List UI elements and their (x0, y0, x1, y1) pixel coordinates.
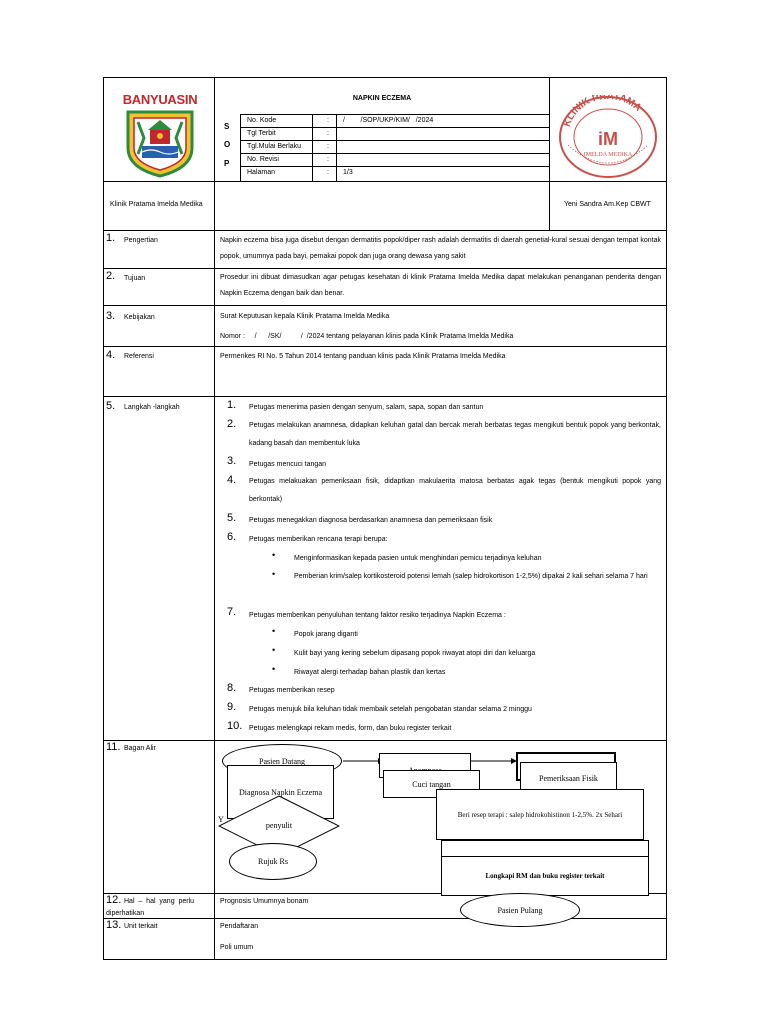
section-5-number: 5. (106, 400, 116, 412)
flow-pasien-datang: Pasien Datang (222, 744, 342, 778)
section-5-label: Langkah -langkah (124, 404, 180, 411)
step-10-number: 10. (227, 720, 243, 732)
step-6-number: 6. (227, 531, 237, 543)
section-3-line-1: Surat Keputusan kepala Klinik Pratama Imelda Medika (220, 313, 390, 320)
flow-pasien-pulang: Pasien Pulang (460, 893, 580, 927)
step-7-number: 7. (227, 606, 237, 618)
banyuasin-logo-text: BANYUASIN (122, 92, 198, 107)
education-bullet-3: • (272, 664, 276, 674)
education-bullet-3-text: Riwayat alergi terhadap bahan plastik dan kertas (294, 669, 446, 676)
stamp-sub-text: IMELDA MEDIKA (583, 152, 633, 158)
therapy-bullet-2: • (272, 569, 276, 579)
step-8-text: Petugas memberikan resep (249, 687, 335, 694)
sop-field-line-4 (240, 166, 550, 167)
row-line-12 (103, 918, 667, 919)
table-border-bottom (103, 959, 667, 960)
signer-name: Yeni Sandra Am.Kep CBWT (564, 201, 651, 208)
sop-sep-divider-b (336, 114, 337, 181)
sop-field-line-1 (240, 127, 550, 128)
field-value-halaman: 1/3 (343, 169, 353, 176)
section-12-number: 12. (106, 894, 122, 906)
therapy-bullet-1-text: Menginformasikan kepada pasien untuk menghindari pemicu terjadinya keluhan (294, 555, 542, 562)
step-8-number: 8. (227, 682, 237, 694)
section-12-label-b: diperhatikan (106, 910, 145, 917)
section-12-label-a: Hal – hal yang perlu (124, 898, 195, 905)
flow-register: Longkapi RM dan buku register terkait (441, 856, 649, 896)
field-label-revisi: No. Revisi (247, 156, 279, 163)
sop-field-line-0 (240, 114, 550, 115)
flow-side-letter: Y (218, 815, 224, 824)
col-divider-right (549, 77, 550, 231)
therapy-bullet-1: • (272, 550, 276, 560)
step-9-text: Petugas merujuk bila keluhan tidak membaik setelah pengobatan standar selama 2 minggu (249, 706, 532, 713)
step-1-text: Petugas menerima pasien dengan senyum, salam, sapa, sopan dan santun (249, 404, 484, 411)
step-2-number: 2. (227, 418, 237, 430)
step-4-number: 4. (227, 474, 237, 486)
row-line-meta (103, 230, 667, 231)
sop-letter-o: O (224, 140, 231, 149)
step-9-number: 9. (227, 701, 237, 713)
banyuasin-logo (118, 92, 202, 178)
section-3-number: 3. (106, 310, 116, 322)
sop-field-line-2 (240, 140, 550, 141)
therapy-bullet-2-text: Pemberian krim/salep kortikosteroid potensi lemah (salep hidrokortison 1-2,5%) dipakai 2 kali sehari selama 7 hari (294, 573, 648, 580)
row-line-header (103, 181, 667, 182)
sop-letter-p: P (224, 159, 230, 168)
banyuasin-shield-icon (118, 108, 202, 178)
field-sep-terbit: : (327, 130, 329, 137)
table-border-right (666, 77, 667, 960)
field-label-berlaku: Tgl.Mulai Berlaku (247, 143, 302, 150)
section-4-text: Permenkes RI No. 5 Tahun 2014 tentang panduan klinis pada Klinik Pratama Imelda Medika (220, 353, 506, 360)
klinik-stamp-logo (556, 95, 660, 179)
row-line-2 (103, 305, 667, 306)
flow-rujuk: Rujuk Rs (229, 843, 317, 880)
stamp-mark-text: iM (598, 129, 618, 149)
step-6-text: Petugas memberikan rencana terapi berupa: (249, 536, 388, 543)
section-4-label: Referensi (124, 353, 154, 360)
section-11-number: 11. (106, 741, 121, 753)
education-bullet-2-text: Kulit bayi yang kering sebelum dipasang popok riwayat atopi diri dan keluarga (294, 650, 536, 657)
section-3-line-2: Nomor : / /SK/ / /2024 tentang pelayanan klinis pada Klinik Pratama Imelda Medika (220, 333, 514, 340)
sop-sep-divider-a (312, 114, 313, 181)
section-1-number: 1. (106, 232, 116, 244)
sop-field-line-3 (240, 153, 550, 154)
section-1-text: Napkin eczema bisa juga disebut dengan dermatitis popok/diper rash adalah dermatitis di daerah genetial-kural sesuai dengan tempat kontak popok, umumnya pada bayi, pemakai popok dan juga orang dewasa yang sakit (220, 237, 661, 260)
sop-letter-s: S (224, 122, 230, 131)
field-label-kode: No. Kode (247, 117, 277, 124)
section-1-label: Pengertian (124, 237, 158, 244)
section-12-text: Prognosis Umumnya bonam (220, 898, 309, 905)
unit-poli-umum: Poli umum (220, 944, 254, 951)
step-4-text: Petugas melakuakan pemeriksaan fisik, didaptkan makulaerita matosa berbatas agak tegas (bentuk mengikuti popok yang berkontak) (249, 478, 661, 504)
field-sep-revisi: : (327, 156, 329, 163)
table-border-left (103, 77, 104, 960)
section-2-label: Tujuan (124, 275, 146, 282)
step-5-number: 5. (227, 512, 237, 524)
sop-letter-divider (240, 114, 241, 181)
row-line-3 (103, 346, 667, 347)
flow-resep: Beri resep terapi : salep hidrokohistinon 1-2,5%. 2x Sehari (436, 789, 644, 840)
section-2-text: Prosedur ini dibuat dimasudkan agar petugas kesehatan di klinik Pratama Imelda Medika dapat melakukan penanganan penderita dengan Napkin Eczema dengan baik dan benar. (220, 274, 661, 297)
stamp-ring-text: KLINIK PRATAMA (561, 95, 644, 129)
table-border-top (103, 77, 667, 78)
step-10-text: Petugas melengkapi rekam medis, form, dan buku register terkait (249, 725, 452, 732)
document-title: NAPKIN ECZEMA (352, 95, 412, 102)
step-3-number: 3. (227, 455, 237, 467)
flow-cuci-tangan: Cuci tangan (383, 770, 480, 798)
section-2-number: 2. (106, 270, 116, 282)
section-4-number: 4. (106, 349, 116, 361)
step-3-text: Petugas mencuci tangan (249, 461, 327, 468)
flow-pemeriksaan-fisik: Pemeriksaan Fisik (520, 762, 617, 794)
field-value-kode: / /SOP/UKP/KIM/ /2024 (343, 117, 434, 124)
field-label-terbit: Tgl Terbit (247, 130, 276, 137)
section-13-number: 13. (106, 919, 122, 931)
education-bullet-1-text: Popok jarang diganti (294, 631, 358, 638)
education-bullet-1: • (272, 626, 276, 636)
step-1-number: 1. (227, 399, 237, 411)
step-5-text: Petugas menegakkan diagnosa berdasarkan anamnesa dan pemeriksaan fisik (249, 517, 493, 524)
step-7-text: Petugas memberikan penyuluhan tentang faktor resiko terjadinya Napkin Eczema : (249, 612, 506, 619)
row-line-1 (103, 268, 667, 269)
field-label-halaman: Halaman (247, 169, 276, 176)
clinic-name: Klinik Pratama Imelda Medika (110, 201, 203, 208)
section-11-label: Bagan Alir (124, 745, 156, 752)
flow-diagnosa: Diagnosa Napkin Eczema (227, 765, 334, 819)
field-sep-halaman: : (327, 169, 329, 176)
step-2-text: Petugas melakukan anamnesa, didapkan keluhan gatal dan bercak merah berbatas tegas mengikuti bentuk popok yang berkontak, kadang basah dan membentuk luka (249, 422, 661, 448)
field-sep-kode: : (327, 117, 329, 124)
section-3-label: Kebijakan (124, 314, 155, 321)
flow-penyuluhan-label: penyulit (265, 821, 293, 830)
field-sep-berlaku: : (327, 143, 329, 150)
section-13-label: Unit terkait (124, 923, 158, 930)
education-bullet-2: • (272, 645, 276, 655)
unit-pendaftaran: Pendaftaran (220, 923, 259, 930)
klinik-stamp-icon (556, 95, 660, 179)
row-line-4 (103, 396, 667, 397)
